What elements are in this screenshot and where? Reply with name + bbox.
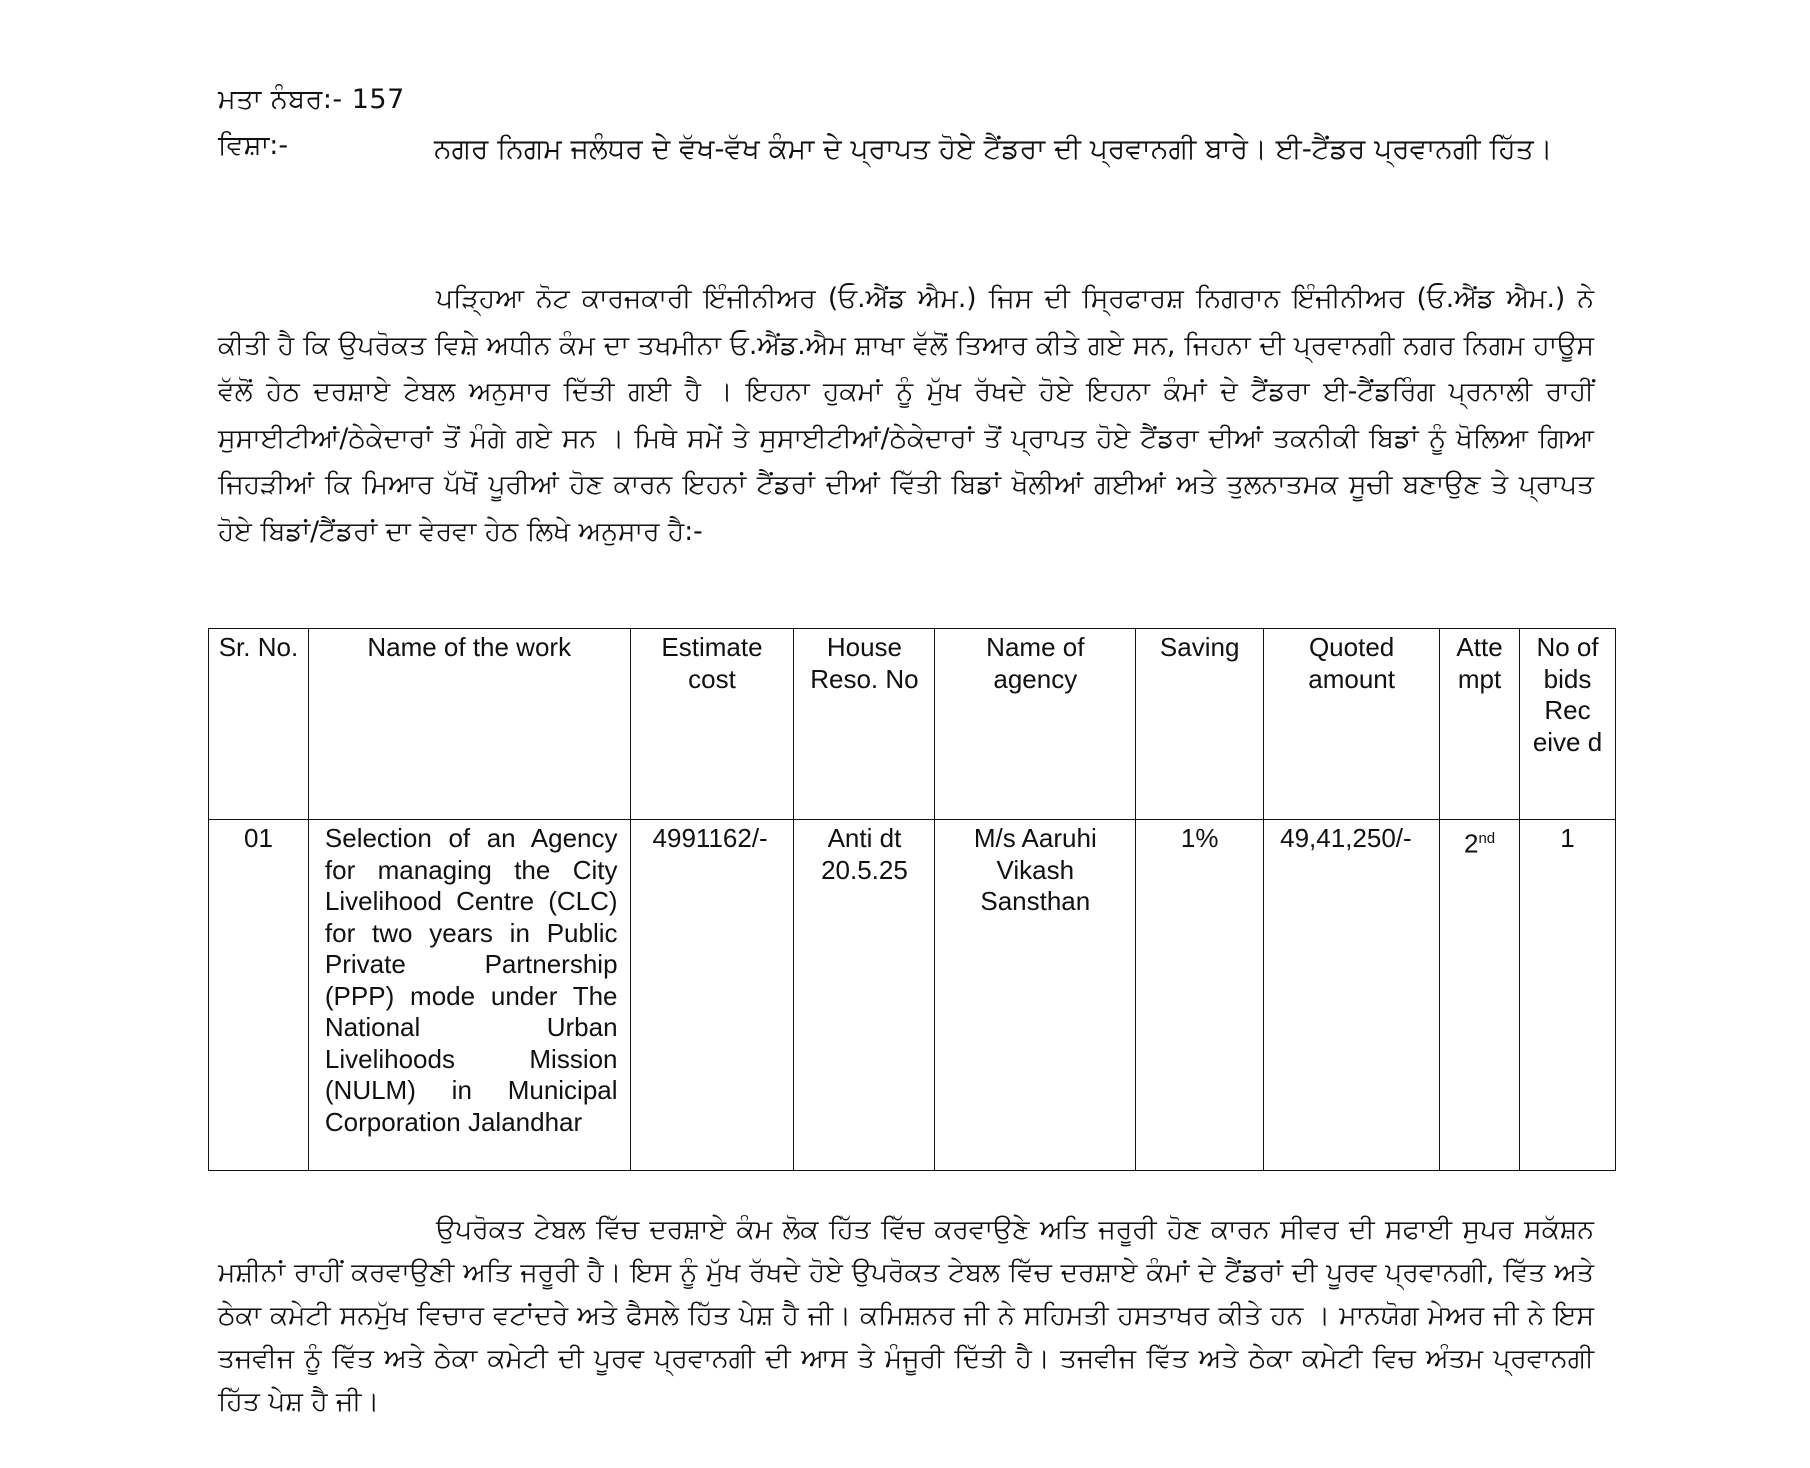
attempt-suffix: nd [1478,830,1496,847]
intro-paragraph [218,276,1594,555]
cell-sr-no: 01 [209,820,309,1171]
cell-agency: M/s Aaruhi Vikash Sansthan [935,820,1136,1171]
table-row [209,820,1616,1171]
closing-paragraph-text: ਉਪਰੋਕਤ ਟੇਬਲ ਵਿੱਚ ਦਰਸ਼ਾਏ ਕੰਮ ਲੋਕ ਹਿੱਤ ਵਿੱਚ ਕਰਵਾਉਣੇ ਅਤਿ ਜਰੂਰੀ ਹੋਣ ਕਾਰਨ ਸੀਵਰ ਦੀ ਸਫਾਈ ਸੁਪਰ ਸਕੱਸ਼ਨ ਮਸ਼ੀਨਾਂ ਰਾਹੀਂ ਕਰਵਾਉਣੀ ਅਤਿ ਜਰੂਰੀ ਹੈ। ਇਸ ਨੂੰ ਮੁੱਖ ਰੱਖਦੇ ਹੋਏ ਉਪਰੋਕਤ ਟੇਬਲ ਵਿੱਚ ਦਰਸ਼ਾਏ ਕੰਮਾਂ ਦੇ ਟੈਂਡਰਾਂ ਦੀ ਪੂਰਵ ਪ੍ਰਵਾਨਗੀ, ਵਿੱਤ ਅਤੇ ਠੇਕਾ ਕਮੇਟੀ ਸਨਮੁੱਖ ਵਿਚਾਰ ਵਟਾਂਦਰੇ ਅਤੇ ਫੈਸਲੇ ਹਿੱਤ ਪੇਸ਼ ਹੈ ਜੀ। ਕਮਿਸ਼ਨਰ ਜੀ ਨੇ ਸਹਿਮਤੀ ਹਸਤਾਖਰ ਕੀਤੇ ਹਨ । ਮਾਨਯੋਗ ਮੇਅਰ ਜੀ ਨੇ ਇਸ ਤਜਵੀਜ ਨੂੰ ਵਿੱਤ ਅਤੇ ਠੇਕਾ ਕਮੇਟੀ ਦੀ ਪੂਰਵ ਪ੍ਰਵਾਨਗੀ ਦੀ ਆਸ ਤੇ ਮੰਜੂਰੀ ਦਿੱਤੀ ਹੈ। ਤਜਵੀਜ ਵਿੱਤ ਅਤੇ ਠੇਕਾ ਕਮੇਟੀ ਵਿਚ ਅੰਤਮ ਪ੍ਰਵਾਨਗੀ ਹਿੱਤ ਪੇਸ਼ ਹੈ ਜੀ। [218,1214,1594,1417]
header-no-of-bids: No of bids Rec eive d [1520,629,1616,820]
intro-paragraph-text: ਪੜ੍ਹਿਆ ਨੋਟ ਕਾਰਜਕਾਰੀ ਇੰਜੀਨੀਅਰ (ਓ.ਐਂਡ ਐਮ.) ਜਿਸ ਦੀ ਸ੍ਰਿਫਾਰਸ਼ ਨਿਗਰਾਨ ਇੰਜੀਨੀਅਰ (ਓ.ਐਂਡ ਐਮ.) ਨੇ ਕੀਤੀ ਹੈ ਕਿ ਉਪਰੋਕਤ ਵਿਸ਼ੇ ਅਧੀਨ ਕੰਮ ਦਾ ਤਖਮੀਨਾ ਓ.ਐਂਡ.ਐਮ ਸ਼ਾਖਾ ਵੱਲੋਂ ਤਿਆਰ ਕੀਤੇ ਗਏ ਸਨ, ਜਿਹਨਾ ਦੀ ਪ੍ਰਵਾਨਗੀ ਨਗਰ ਨਿਗਮ ਹਾਊਸ ਵੱਲੋਂ ਹੇਠ ਦਰਸ਼ਾਏ ਟੇਬਲ ਅਨੁਸਾਰ ਦਿੱਤੀ ਗਈ ਹੈ । ਇਹਨਾ ਹੁਕਮਾਂ ਨੂੰ ਮੁੱਖ ਰੱਖਦੇ ਹੋਏ ਇਹਨਾ ਕੰਮਾਂ ਦੇ ਟੈਂਡਰਾ ਈ-ਟੈਂਡਰਿੰਗ ਪ੍ਰਨਾਲੀ ਰਾਹੀਂ ਸੁਸਾਈਟੀਆਂ/ਠੇਕੇਦਾਰਾਂ ਤੋਂ ਮੰਗੇ ਗਏ ਸਨ । ਮਿਥੇ ਸਮੇਂ ਤੇ ਸੁਸਾਈਟੀਆਂ/ਠੇਕੇਦਾਰਾਂ ਤੋਂ ਪ੍ਰਾਪਤ ਹੋਏ ਟੈਂਡਰਾ ਦੀਆਂ ਤਕਨੀਕੀ ਬਿਡਾਂ ਨੂੰ ਖੋਲਿਆ ਗਿਆ ਜਿਹੜੀਆਂ ਕਿ ਮਿਆਰ ਪੱਖੋਂ ਪੂਰੀਆਂ ਹੋਣ ਕਾਰਨ ਇਹਨਾਂ ਟੈਂਡਰਾਂ ਦੀਆਂ ਵਿੱਤੀ ਬਿਡਾਂ ਖੋਲੀਆਂ ਗਈਆਂ ਅਤੇ ਤੁਲਨਾਤਮਕ ਸੂਚੀ ਬਣਾਉਣ ਤੇ ਪ੍ਰਾਪਤ ਹੋਏ ਬਿਡਾਂ/ਟੈਂਡਰਾਂ ਦਾ ਵੇਰਵਾ ਹੇਠ ਲਿਖੇ ਅਨੁਸਾਰ ਹੈ:- [218,283,1594,547]
header-name-of-work: Name of the work [308,629,630,820]
attempt-number: 2 [1463,828,1479,859]
header-estimate-cost: Estimate cost [630,629,794,820]
header-attempt: Atte mpt [1440,629,1520,820]
resolution-number: ਮਤਾ ਨੰਬਰ:- 157 [218,84,405,115]
cell-attempt [1440,820,1520,1171]
header-quoted-amount: Quoted amount [1264,629,1440,820]
table-header-row [209,629,1616,820]
header-sr-no: Sr. No. [209,629,309,820]
cell-saving: 1% [1136,820,1264,1171]
header-house-reso-no: House Reso. No [794,629,935,820]
subject-text: ਨਗਰ ਨਿਗਮ ਜਲੰਧਰ ਦੇ ਵੱਖ-ਵੱਖ ਕੰਮਾ ਦੇ ਪ੍ਰਾਪਤ ਹੋਏ ਟੈਂਡਰਾ ਦੀ ਪ੍ਰਵਾਨਗੀ ਬਾਰੇ। ਈ-ਟੈਂਡਰ ਪ੍ਰਵਾਨਗੀ ਹਿੱਤ। [434,132,1553,165]
closing-paragraph [218,1208,1594,1423]
cell-no-of-bids: 1 [1520,820,1616,1171]
cell-quoted-amount: 49,41,250/- [1264,820,1440,1171]
tender-table [208,628,1616,1171]
header-name-of-agency: Name of agency [935,629,1136,820]
cell-estimate-cost: 4991162/- [630,820,794,1171]
subject-label: ਵਿਸ਼ਾ:- [218,130,289,161]
header-saving: Saving [1136,629,1264,820]
cell-name-of-work: Selection of an Agency for managing the City Livelihood Centre (CLC) for two years in Public Private Partnership (PPP) mode under The National Urban Livelihoods Mission (NULM) in Municipal Corporation Jalandhar [308,820,630,1171]
cell-house-reso-no: Anti dt 20.5.25 [794,820,935,1171]
